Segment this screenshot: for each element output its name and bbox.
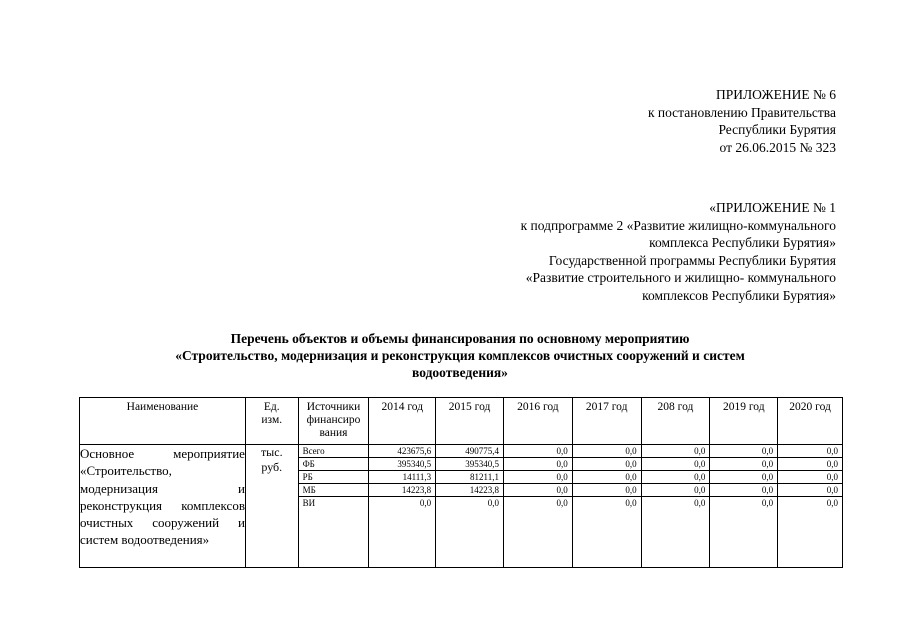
sources-cell (298, 445, 369, 568)
value-cell: 0,0 (710, 471, 777, 484)
source-federal: ФБ (299, 458, 369, 471)
table-header-row (80, 398, 843, 445)
attachment-6-header (648, 86, 836, 156)
header-2019: 2019 год (710, 398, 778, 445)
value-cell: 14223,8 (369, 484, 435, 497)
value-cell: 0,0 (642, 471, 710, 484)
attachment-1-title: «ПРИЛОЖЕНИЕ № 1 (709, 200, 836, 215)
source-municipal: МБ (299, 484, 369, 497)
value-cell: 0,0 (710, 445, 777, 458)
attachment-6-republic: Республики Бурятия (718, 122, 836, 137)
value-cell: 0,0 (710, 458, 777, 471)
value-cell: 14223,8 (436, 484, 503, 497)
attachment-6-title: ПРИЛОЖЕНИЕ № 6 (715, 87, 836, 102)
header-2018: 208 год (641, 398, 710, 445)
header-2015: 2015 год (436, 398, 504, 445)
source-extrabudgetary: ВИ (302, 498, 316, 508)
document-title (90, 330, 830, 381)
attachment-1-program-name-end: комплексов Республики Бурятия» (642, 287, 836, 303)
source-total: Всего (299, 445, 369, 458)
value-cell: 0,0 (778, 458, 842, 471)
value-cell: 0,0 (556, 498, 568, 508)
financing-table (79, 397, 843, 568)
value-cell: 0,0 (826, 498, 838, 508)
header-unit: Ед. изм. (245, 398, 298, 445)
table-row (80, 445, 843, 568)
attachment-1-complex: комплекса Республики Бурятия» (649, 235, 836, 250)
attachment-1-program-name: «Развитие строительного и жилищно- коммунального (525, 270, 836, 285)
values-2014 (369, 445, 436, 568)
header-2014: 2014 год (369, 398, 436, 445)
value-cell: 0,0 (504, 458, 572, 471)
header-name: Наименование (80, 398, 246, 445)
value-cell: 0,0 (778, 471, 842, 484)
attachment-1-header (521, 199, 836, 304)
value-cell: 423675,6 (369, 445, 435, 458)
values-2019 (710, 445, 778, 568)
document-title-line-1: Перечень объектов и объемы финансирования по основному мероприятию (230, 331, 690, 346)
value-cell: 0,0 (573, 471, 641, 484)
value-cell: 395340,5 (436, 458, 503, 471)
value-cell: 0,0 (778, 445, 842, 458)
attachment-1-subprogram: к подпрограмме 2 «Развитие жилищно-коммунального (520, 217, 836, 233)
values-2017 (572, 445, 641, 568)
document-title-line-3: водоотведения» (412, 365, 508, 380)
header-2020: 2020 год (778, 398, 843, 445)
attachment-1-state-program: Государственной программы Республики Бурятия (548, 252, 836, 268)
value-cell: 0,0 (504, 445, 572, 458)
unit-of-measure: тыс. руб. (245, 445, 298, 568)
header-2016: 2016 год (503, 398, 572, 445)
attachment-6-reference: к постановлению Правительства (647, 104, 836, 120)
value-cell: 0,0 (761, 498, 774, 508)
value-cell: 0,0 (573, 458, 641, 471)
values-2016 (503, 445, 572, 568)
value-cell: 0,0 (625, 498, 637, 508)
activity-name: Основное мероприятие «Строительство, модернизация и реконструкция комплексов очистных сооружений и систем водоотведения» (80, 445, 246, 568)
values-2015 (436, 445, 504, 568)
value-cell: 0,0 (487, 498, 499, 508)
document-title-line-2: «Строительство, модернизация и реконструкция комплексов очистных сооружений и систем (175, 348, 745, 363)
value-cell: 0,0 (710, 484, 777, 497)
value-cell: 395340,5 (369, 458, 435, 471)
source-republic: РБ (299, 471, 369, 484)
values-2020 (778, 445, 843, 568)
value-cell: 0,0 (642, 458, 710, 471)
value-cell: 14111,3 (369, 471, 435, 484)
value-cell: 81211,1 (436, 471, 503, 484)
value-cell: 490775,4 (436, 445, 503, 458)
value-cell: 0,0 (642, 445, 710, 458)
attachment-6-date-number: от 26.06.2015 № 323 (719, 139, 836, 155)
value-cell: 0,0 (573, 445, 641, 458)
value-cell: 0,0 (504, 471, 572, 484)
header-2017: 2017 год (572, 398, 641, 445)
value-cell: 0,0 (694, 498, 706, 508)
header-sources: Источники финансиро вания (298, 398, 369, 445)
value-cell: 0,0 (504, 484, 572, 497)
value-cell: 0,0 (419, 498, 432, 508)
value-cell: 0,0 (778, 484, 842, 497)
value-cell: 0,0 (573, 484, 641, 497)
values-2018 (641, 445, 710, 568)
value-cell: 0,0 (642, 484, 710, 497)
